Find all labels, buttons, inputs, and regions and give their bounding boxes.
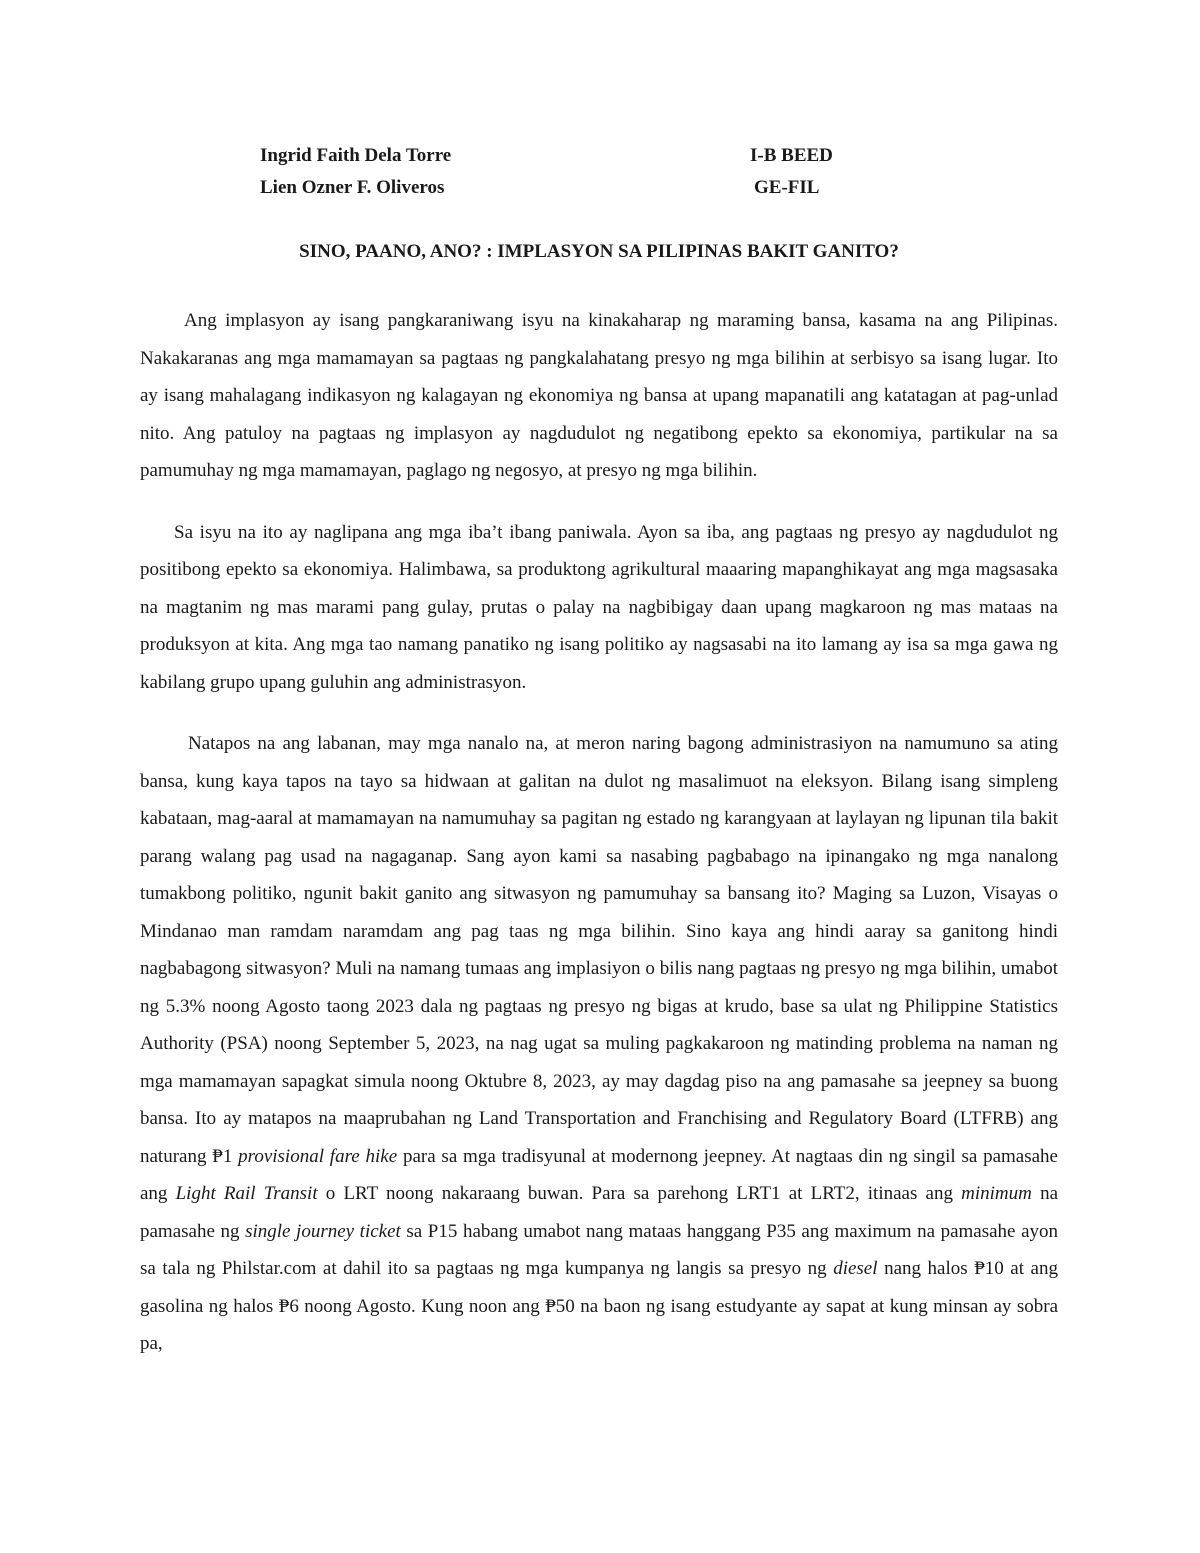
text-run: na pamasahe ng bbox=[140, 1183, 1058, 1242]
paragraph-2: Sa isyu na ito ay naglipana ang mga iba’t ibang paniwala. Ayon sa iba, ang pagtaas ng presyo ay nagdudulot ng positibong epekto sa ekonomiya. Halimbawa, sa produktong agrikultural maaaring mapanghikayat ang mga magsasaka na magtanim ng mas marami pang gulay, prutas o palay na nagbibigay daan upang magkaroon ng mas mataas na produksyon at kita. Ang mga tao namang panatiko ng isang politiko ay nagsasabi na ito lamang ay isa sa mga gawa ng kabilang grupo upang guluhin ang administrasyon. bbox=[140, 521, 1058, 693]
document-body bbox=[140, 302, 1058, 1387]
author-name-2: Lien Ozner F. Oliveros bbox=[260, 177, 445, 198]
author-name-1: Ingrid Faith Dela Torre bbox=[260, 145, 452, 166]
text-run: Natapos na ang labanan, may mga nanalo na, at meron naring bagong administrasiyon na namumuno sa ating bansa, kung kaya tapos na tayo sa hidwaan at galitan na dulot ng masalimuot na eleksyon. Bilang isang simpleng kabataan, mag-aaral at mamamayan na namumuhay sa pagitan ng estado ng karangyaan at laylayan ng lipunan tila bakit parang walang pag usad na nagaganap. Sang ayon kami sa nasabing pagbabago na ipinangako ng mga nanalong tumakbong politiko, ngunit bakit ganito ang sitwasyon ng pamumuhay sa bansang ito? Maging sa Luzon, Visayas o Mindanao man ramdam naramdam ang pag taas ng mga bilihin. Sino kaya ang hindi aaray sa ganitong hindi nagbabagong sitwasyon? Muli na namang tumaas ang implasiyon o bilis nang pagtaas ng presyo ng mga bilihin, umabot ng 5.3% noong Agosto taong 2023 dala ng pagtaas ng presyo ng bigas at krudo, base sa ulat ng Philippine Statistics Authority (PSA) noong September 5, 2023, na nag ugat sa muling pagkakaroon ng matinding problema na naman ng mga mamamayan sapagkat simula noong Oktubre 8, 2023, ay may dagdag piso na ang pamasahe sa jeepney sa buong bansa. Ito ay matapos na maaprubahan ng Land Transportation and Franchising and Regulatory Board (LTFRB) ang naturang ₱1 bbox=[140, 733, 1058, 1167]
text-run: nang halos ₱10 at ang gasolina ng halos ₱6 noong Agosto. Kung noon ang ₱50 na baon ng isang estudyante ay sapat at kung minsan ay sobra pa, bbox=[140, 1258, 1058, 1354]
section-label: I-B BEED bbox=[750, 145, 833, 166]
header-row-1 bbox=[260, 140, 900, 172]
italic-term: minimum bbox=[961, 1183, 1032, 1204]
text-run: sa P15 habang umabot nang mataas hanggang P35 ang maximum na pamasahe ayon sa tala ng Philstar.com at dahil ito sa pagtaas ng mga kumpanya ng langis sa presyo ng bbox=[140, 1220, 1059, 1279]
document-page bbox=[140, 0, 1058, 1553]
header-row-2 bbox=[260, 172, 900, 204]
italic-term: diesel bbox=[833, 1258, 878, 1279]
italic-term: Light Rail Transit bbox=[175, 1183, 318, 1204]
text-run: para sa mga tradisyunal at modernong jeepney. At nagtaas din ng singil sa pamasahe ang bbox=[140, 1145, 1058, 1204]
italic-term: provisional fare hike bbox=[238, 1145, 398, 1167]
course-label: GE-FIL bbox=[754, 177, 820, 198]
paragraph-1: Ang implasyon ay isang pangkaraniwang isyu na kinakaharap ng maraming bansa, kasama na ang Pilipinas. Nakakaranas ang mga mamamayan sa pagtaas ng pangkalahatang presyo ng mga bilihin at serbisyo sa isang lugar. Ito ay isang mahalagang indikasyon ng kalagayan ng ekonomiya ng bansa at upang mapanatili ang katatagan at pag-unlad nito. Ang patuloy na pagtaas ng implasyon ay nagdudulot ng negatibong epekto sa ekonomiya, partikular na sa pamumuhay ng mga mamamayan, paglago ng negosyo, at presyo ng mga bilihin. bbox=[140, 310, 1058, 481]
paragraph-3 bbox=[140, 725, 1058, 1363]
document-title: SINO, PAANO, ANO? : IMPLASYON SA PILIPINAS BAKIT GANITO? bbox=[299, 241, 899, 262]
text-run: o LRT noong nakaraang buwan. Para sa parehong LRT1 at LRT2, itinaas ang bbox=[317, 1183, 962, 1204]
italic-term: single journey ticket bbox=[245, 1220, 401, 1242]
document-header bbox=[260, 140, 900, 204]
